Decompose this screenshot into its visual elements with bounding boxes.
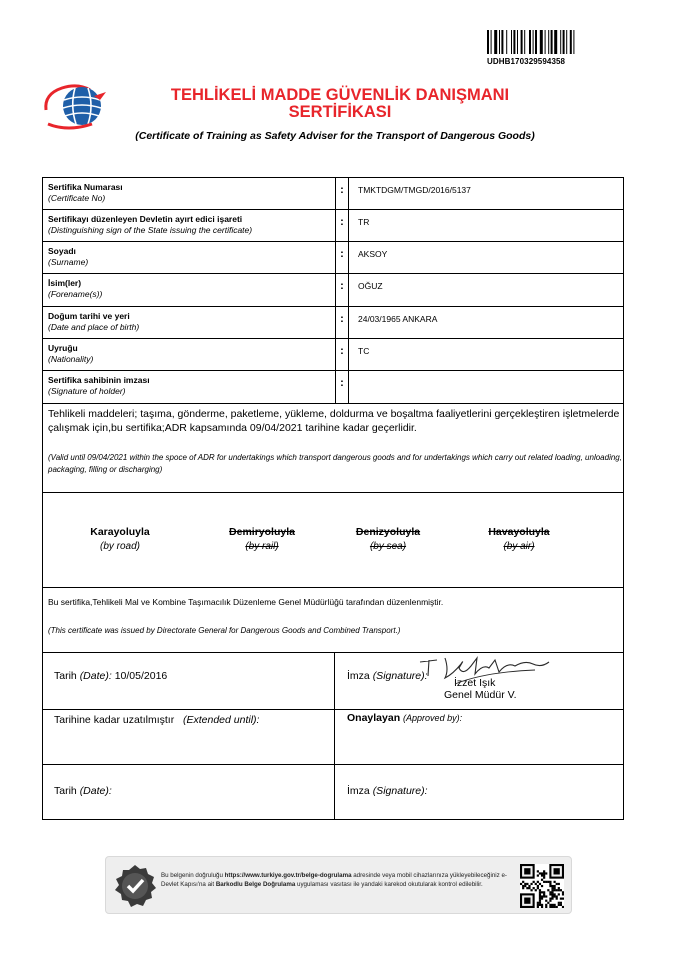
sign2-label: İmza (347, 785, 370, 797)
verified-seal-icon (112, 863, 158, 909)
label-en: (Nationality) (48, 354, 94, 364)
divider (43, 764, 623, 765)
mode-road (70, 526, 170, 552)
holder-info-table (42, 177, 624, 403)
signer-name: İzzet Işık (454, 677, 496, 689)
label-tr: Sertifika sahibinin imzası (48, 375, 150, 385)
row-birth (43, 307, 623, 339)
mode-label: Karayoluyla (90, 526, 150, 538)
row-nationality (43, 339, 623, 371)
date-label-en: (Date): (79, 670, 112, 682)
certificate-subtitle: (Certificate of Training as Safety Adviser for the Transport of Dangerous Goods) (135, 130, 535, 142)
barcode-number: UDHB170329594358 (487, 57, 566, 66)
value: OĞUZ (358, 281, 383, 291)
mode-label-en: (by rail) (245, 541, 279, 552)
mode-label-en: (by air) (503, 541, 535, 552)
qr-code (520, 864, 564, 908)
label-en: (Signature of holder) (48, 386, 126, 396)
value: AKSOY (358, 249, 388, 259)
issuer-text-tr: Bu sertifika,Tehlikeli Mal ve Kombine Taşımacılık Düzenleme Genel Müdürlüğü tarafından düzenlenmiştir. (48, 597, 444, 607)
label-en: (Certificate No) (48, 193, 106, 203)
label-tr: Sertifika Numarası (48, 182, 123, 192)
footer-text-2: adresinde veya mobil cihazlarınıza yükleyebileceğiniz e-Devlet Kapısı'na ait (161, 872, 507, 888)
value: TMKTDGM/TMGD/2016/5137 (358, 185, 471, 195)
row-state-sign (43, 210, 623, 242)
footer-text-3: uygulaması vasıtası ile yandaki karekod okutularak kontrol edilebilir. (295, 881, 483, 888)
row-certificate-no (43, 178, 623, 210)
mode-label-en: (by sea) (369, 541, 407, 552)
separator: : (335, 307, 349, 338)
verification-footer (105, 856, 572, 914)
issuer-section (42, 587, 624, 653)
approved-by-field (347, 712, 462, 724)
divider (43, 709, 623, 710)
label-en: (Surname) (48, 257, 89, 267)
value: 24/03/1965 ANKARA (358, 314, 438, 324)
verification-text (161, 871, 511, 889)
footer-text-1: Bu belgenin doğruluğu (161, 872, 225, 879)
approved-label-en: (Approved by): (403, 713, 463, 723)
validity-text-tr: Tehlikeli maddeleri; taşıma, gönderme, paketleme, yükleme, doldurma ve boşaltma faaliyetlerini gerçekleştiren işletmelerde çalışmak için,bu sertifika;ADR kapsamında 09/04/2021 tarihine kadar geçerlidir. (48, 408, 620, 434)
validity-text-en: (Valid until 09/04/2021 within the spoce of ADR for undertakings which transport dangerous goods and for undertakings which carry out related loading, unloading, packaging, filling or discharging) (48, 453, 622, 474)
sign-label-en: (Signature): (372, 670, 428, 682)
issuer-text-en: (This certificate was issued by Directorate General for Dangerous Goods and Combined Transport.) (48, 626, 401, 635)
sign2-label-en: (Signature): (372, 785, 428, 797)
date-label: Tarih (54, 670, 77, 682)
date2-label: Tarih (54, 785, 77, 797)
value: TC (358, 346, 370, 356)
mode-label: Denizyoluyla (355, 526, 421, 538)
separator: : (335, 178, 349, 209)
handwritten-signature (415, 654, 565, 689)
date-value: 10/05/2016 (114, 670, 168, 682)
verification-app-name: Barkodlu Belge Doğrulama (215, 881, 296, 888)
label-en: (Distinguishing sign of the State issuing the certificate) (48, 225, 253, 235)
label-tr: Uyruğu (48, 343, 78, 353)
approved-label: Onaylayan (347, 712, 401, 724)
label-tr: Doğum tarihi ve yeri (48, 311, 130, 321)
label-tr: Sertifikayı düzenleyen Devletin ayırt edici işareti (48, 214, 243, 224)
mode-label: Demiryoluyla (229, 526, 295, 538)
extended-until-field (54, 714, 259, 726)
mode-sea (338, 526, 438, 552)
value: TR (358, 217, 370, 227)
transport-modes-section (42, 492, 624, 588)
signature2-field (347, 785, 428, 797)
validity-section (42, 403, 624, 493)
mode-label-en: (by road) (99, 541, 140, 552)
sign-label: İmza (347, 670, 370, 682)
mode-label: Havayoluyla (488, 526, 550, 538)
mode-air (469, 526, 569, 552)
separator: : (335, 339, 349, 370)
issue-date-field (54, 670, 167, 682)
verification-url[interactable]: https://www.turkiye.gov.tr/belge-dogrulama (224, 872, 352, 879)
date2-label-en: (Date): (79, 785, 112, 797)
row-forenames (43, 274, 623, 307)
ministry-globe-logo (42, 80, 110, 134)
label-en: (Forename(s)) (48, 289, 103, 299)
extended-label-en: (Extended until): (182, 714, 260, 726)
separator: : (335, 242, 349, 273)
label-tr: İsim(ler) (48, 278, 82, 288)
barcode (487, 30, 605, 54)
separator: : (335, 210, 349, 241)
separator: : (335, 371, 349, 403)
certificate-title-line2: SERTİFİKASI (288, 103, 392, 121)
mode-rail (212, 526, 312, 552)
row-surname (43, 242, 623, 274)
row-holder-signature (43, 371, 623, 404)
label-en: (Date and place of birth) (48, 322, 140, 332)
divider (334, 653, 335, 819)
separator: : (335, 274, 349, 306)
label-tr: Soyadı (48, 246, 76, 256)
signer-title: Genel Müdür V. (444, 689, 517, 701)
certificate-title-line1: TEHLİKELİ MADDE GÜVENLİK DANIŞMANI (170, 86, 510, 104)
extended-label: Tarihine kadar uzatılmıştır (54, 714, 175, 726)
date2-field (54, 785, 112, 797)
